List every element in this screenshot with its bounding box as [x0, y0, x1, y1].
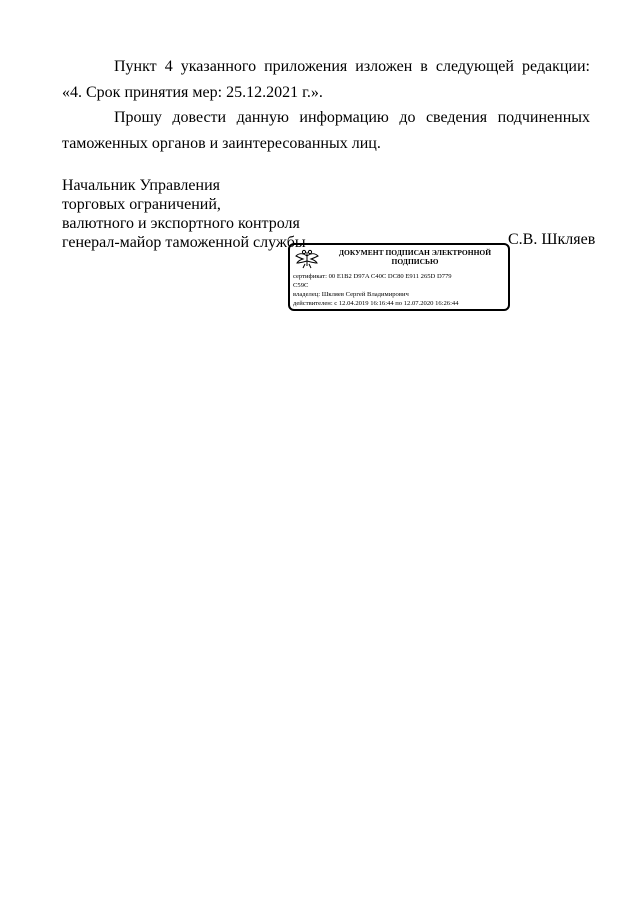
- signatory-title-line: генерал-майор таможенной службы: [62, 234, 306, 251]
- stamp-certificate: сертификат: 00 E1B2 D97A C40C DC80 E911 265D D779: [293, 273, 452, 280]
- paragraph-1-line-2: «4. Срок принятия мер: 25.12.2021 г.».: [62, 84, 323, 101]
- stamp-certificate-cont: C59C: [293, 282, 309, 289]
- paragraph-2-line-1: Прошу довести данную информацию до сведения подчиненных: [114, 109, 590, 126]
- stamp-owner: владелец: Шкляев Сергей Владимирович: [293, 291, 409, 298]
- electronic-signature-stamp: [288, 243, 510, 311]
- signatory-title-line: валютного и экспортного контроля: [62, 215, 300, 232]
- paragraph-1: [62, 54, 590, 106]
- signatory-name: С.В. Шкляев: [508, 231, 596, 248]
- signatory-title-line: торговых ограничений,: [62, 196, 221, 213]
- signatory-title: [62, 176, 306, 252]
- stamp-details: [293, 272, 507, 308]
- paragraph-2-line-2: таможенных органов и заинтересованных лиц.: [62, 135, 381, 152]
- signatory-title-line: Начальник Управления: [62, 177, 220, 194]
- stamp-validity: действителен: с 12.04.2019 16:16:44 по 12.07.2020 16:26:44: [293, 300, 459, 307]
- stamp-header: ДОКУМЕНТ ПОДПИСАН ЭЛЕКТРОННОЙ ПОДПИСЬЮ: [338, 248, 492, 266]
- paragraph-2: [62, 105, 590, 157]
- emblem-icon: [294, 248, 320, 270]
- paragraph-1-line-1: Пункт 4 указанного приложения изложен в следующей редакции:: [114, 58, 590, 75]
